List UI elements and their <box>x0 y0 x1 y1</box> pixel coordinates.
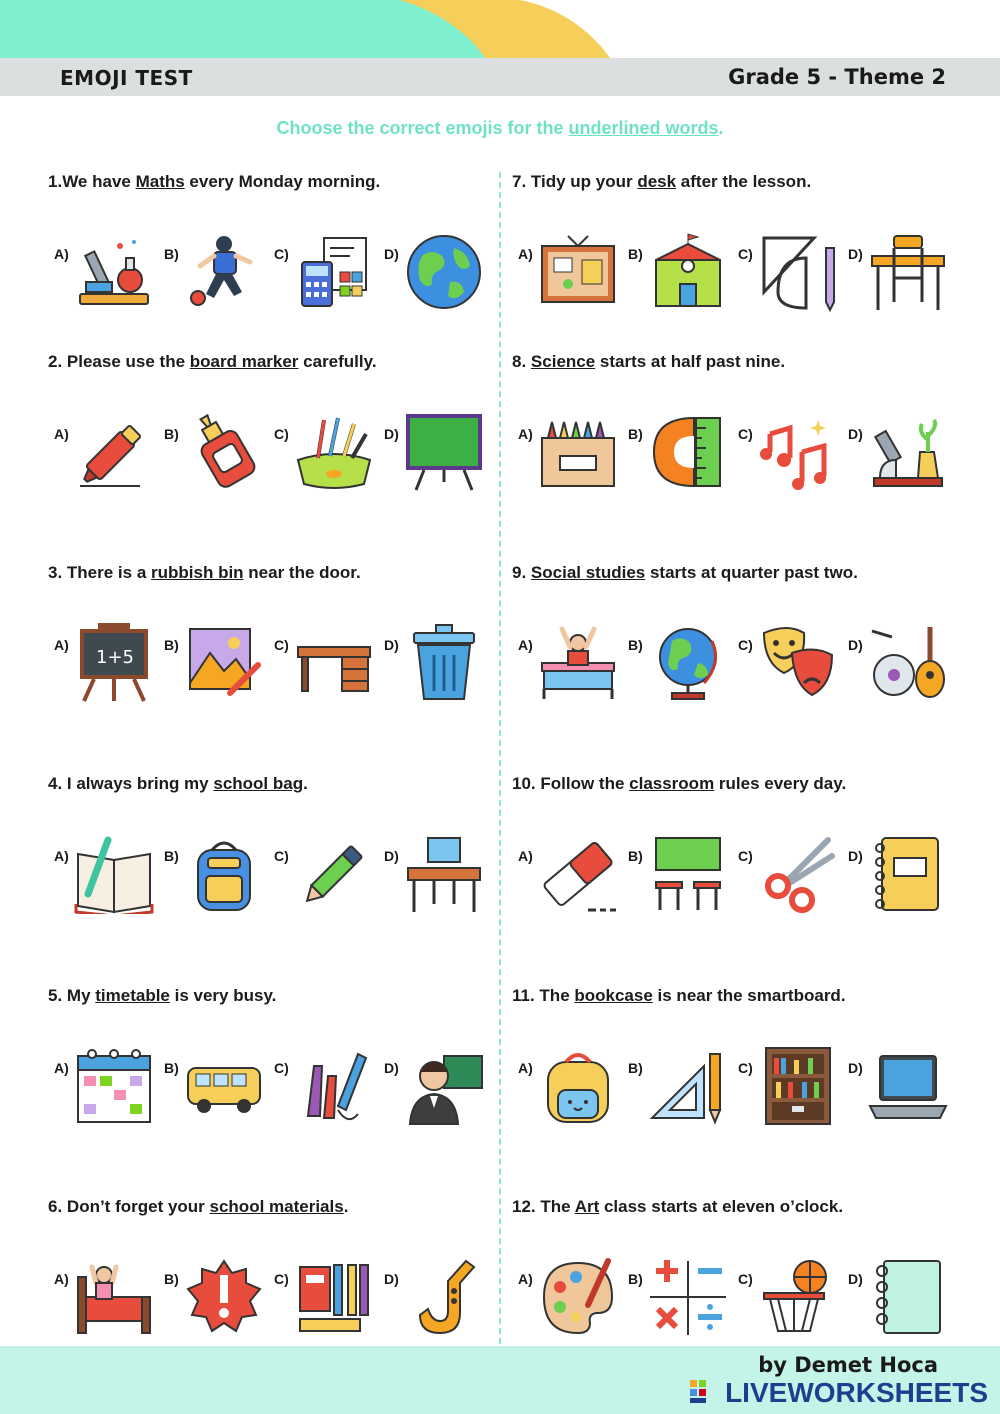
option-d[interactable] <box>384 1257 494 1347</box>
option-label: C) <box>738 426 753 442</box>
option-label: A) <box>518 848 533 864</box>
set-square-pencil-icon[interactable] <box>648 1046 728 1126</box>
option-label: B) <box>164 637 179 653</box>
question-after: starts at half past nine. <box>595 352 786 371</box>
answer-options <box>512 1046 952 1136</box>
option-c[interactable] <box>274 1046 384 1136</box>
instruction-end: . <box>718 118 724 138</box>
column-divider <box>499 172 501 1344</box>
option-c[interactable] <box>738 412 848 502</box>
question-number: 10. <box>512 774 536 793</box>
option-c[interactable] <box>738 623 848 713</box>
question-number: 12. <box>512 1197 536 1216</box>
paint-palette-icon[interactable] <box>538 1257 618 1337</box>
answer-options <box>48 834 488 924</box>
option-d[interactable] <box>384 232 494 322</box>
option-a[interactable] <box>518 412 628 502</box>
desk-chair-icon[interactable] <box>868 232 948 312</box>
question-4 <box>48 774 488 924</box>
option-b[interactable] <box>164 834 274 924</box>
option-a[interactable] <box>518 623 628 713</box>
option-b[interactable] <box>628 232 738 322</box>
option-c[interactable] <box>274 232 384 322</box>
answer-options <box>512 623 952 713</box>
bed-wake-up-icon[interactable] <box>74 1257 154 1337</box>
option-label: D) <box>384 426 399 442</box>
option-label: D) <box>848 426 863 442</box>
option-label: A) <box>518 1271 533 1287</box>
green-board-icon[interactable] <box>404 412 484 492</box>
crayons-icon[interactable] <box>294 1046 374 1126</box>
option-a[interactable] <box>518 834 628 924</box>
theater-masks-icon[interactable] <box>758 623 838 703</box>
classroom-desks-icon[interactable] <box>648 834 728 914</box>
school-supplies-icon[interactable] <box>294 1257 374 1337</box>
option-label: B) <box>628 637 643 653</box>
chalkboard-easel-icon[interactable] <box>74 623 154 703</box>
question-8 <box>512 352 952 502</box>
instruction-underlined: underlined words <box>568 118 719 138</box>
backpack-icon[interactable] <box>184 834 264 914</box>
question-after: carefully. <box>298 352 377 371</box>
option-label: A) <box>54 637 69 653</box>
option-label: C) <box>738 246 753 262</box>
bulletin-board-icon[interactable] <box>538 232 618 312</box>
question-underlined-word: Science <box>530 352 596 371</box>
question-text <box>48 352 488 372</box>
question-after: near the door. <box>243 563 361 582</box>
bookcase-icon[interactable] <box>758 1046 838 1126</box>
option-label: A) <box>54 848 69 864</box>
option-c[interactable] <box>738 834 848 924</box>
option-label: A) <box>54 1060 69 1076</box>
option-label: A) <box>54 1271 69 1287</box>
question-before: The <box>534 986 575 1005</box>
question-12 <box>512 1197 952 1347</box>
option-label: D) <box>384 1271 399 1287</box>
question-number: 11. <box>512 986 535 1005</box>
question-number: 4. <box>48 774 63 793</box>
option-b[interactable] <box>628 834 738 924</box>
question-text <box>48 1197 488 1217</box>
globe-earth-icon[interactable] <box>404 232 484 312</box>
option-d[interactable] <box>384 412 494 502</box>
answer-options <box>512 232 952 322</box>
option-b[interactable] <box>164 1046 274 1136</box>
option-label: C) <box>738 1060 753 1076</box>
option-b[interactable] <box>628 1257 738 1347</box>
option-b[interactable] <box>164 412 274 502</box>
question-number: 7. <box>512 172 527 191</box>
answer-options <box>48 232 488 322</box>
option-label: B) <box>164 1060 179 1076</box>
question-number: 2. <box>48 352 63 371</box>
option-label: C) <box>738 1271 753 1287</box>
pencil-holder-icon[interactable] <box>294 412 374 492</box>
option-label: A) <box>518 1060 533 1076</box>
cute-backpack-icon[interactable] <box>538 1046 618 1126</box>
option-d[interactable] <box>848 1257 958 1347</box>
question-text <box>512 1197 952 1217</box>
question-before: Tidy up your <box>526 172 638 191</box>
option-label: B) <box>164 1271 179 1287</box>
option-label: C) <box>738 848 753 864</box>
answer-options <box>512 412 952 502</box>
question-9 <box>512 563 952 713</box>
question-number: 9. <box>512 563 527 582</box>
ruler-protractor-icon[interactable] <box>758 232 838 312</box>
question-1 <box>48 172 488 322</box>
option-label: D) <box>848 1271 863 1287</box>
question-text <box>48 172 488 192</box>
question-2 <box>48 352 488 502</box>
question-after: . <box>303 774 308 793</box>
question-underlined-word: board marker <box>189 352 299 371</box>
answer-options <box>48 1046 488 1136</box>
question-number: 3. <box>48 563 63 582</box>
worksheet-title: EMOJI TEST <box>60 66 193 90</box>
painting-picture-icon[interactable] <box>184 623 264 703</box>
option-label: B) <box>628 426 643 442</box>
instruction-text: Choose the correct emojis for the <box>276 118 569 138</box>
option-label: C) <box>274 1060 289 1076</box>
question-number: 6. <box>48 1197 63 1216</box>
pencil-icon[interactable] <box>294 834 374 914</box>
question-after: class starts at eleven o’clock. <box>599 1197 844 1216</box>
calculator-math-icon[interactable] <box>294 232 374 312</box>
calendar-icon[interactable] <box>74 1046 154 1126</box>
school-building-icon[interactable] <box>648 232 728 312</box>
instruction <box>0 118 1000 139</box>
option-d[interactable] <box>848 623 958 713</box>
microscope-plant-icon[interactable] <box>868 412 948 492</box>
option-c[interactable] <box>738 1046 848 1136</box>
question-after: is near the smartboard. <box>652 986 846 1005</box>
option-label: B) <box>628 1271 643 1287</box>
option-c[interactable] <box>274 412 384 502</box>
question-6 <box>48 1197 488 1347</box>
option-label: D) <box>384 848 399 864</box>
question-before: Please use the <box>62 352 190 371</box>
option-c[interactable] <box>274 1257 384 1347</box>
question-text <box>512 352 952 372</box>
school-desk-icon[interactable] <box>404 834 484 914</box>
bed-stretch-icon[interactable] <box>538 623 618 703</box>
question-underlined-word: rubbish bin <box>151 563 244 582</box>
question-before: Don’t forget your <box>62 1197 210 1216</box>
option-b[interactable] <box>164 232 274 322</box>
option-label: B) <box>164 246 179 262</box>
option-b[interactable] <box>164 623 274 713</box>
question-underlined-word: school materials <box>209 1197 344 1216</box>
question-before: There is a <box>62 563 152 582</box>
teacher-icon[interactable] <box>404 1046 484 1126</box>
option-d[interactable] <box>848 834 958 924</box>
question-text <box>512 986 952 1006</box>
option-c[interactable] <box>738 232 848 322</box>
question-number: 1. <box>48 172 63 191</box>
highlighter-marker-icon[interactable] <box>74 412 154 492</box>
question-underlined-word: bookcase <box>574 986 653 1005</box>
option-a[interactable] <box>518 1257 628 1347</box>
option-c[interactable] <box>274 834 384 924</box>
option-a[interactable] <box>54 412 164 502</box>
answer-options <box>48 1257 488 1347</box>
notebook-pen-icon[interactable] <box>74 834 154 914</box>
protractor-ruler-icon[interactable] <box>648 412 728 492</box>
question-before: We have <box>62 172 136 191</box>
option-label: A) <box>518 637 533 653</box>
question-underlined-word: school bag <box>213 774 304 793</box>
question-underlined-word: Social studies <box>530 563 646 582</box>
answer-options <box>512 834 952 924</box>
trash-bin-icon[interactable] <box>404 623 484 703</box>
option-label: A) <box>54 246 69 262</box>
question-number: 8. <box>512 352 527 371</box>
question-underlined-word: Art <box>574 1197 600 1216</box>
option-d[interactable] <box>384 623 494 713</box>
option-label: A) <box>518 426 533 442</box>
question-text <box>512 172 952 192</box>
microscope-lab-icon[interactable] <box>74 232 154 312</box>
eraser-icon[interactable] <box>538 834 618 914</box>
question-3 <box>48 563 488 713</box>
yellow-notebook-icon[interactable] <box>868 834 948 914</box>
question-text <box>512 563 952 583</box>
option-label: B) <box>628 1060 643 1076</box>
crayon-box-icon[interactable] <box>538 412 618 492</box>
question-before: My <box>62 986 96 1005</box>
question-after: rules every day. <box>714 774 847 793</box>
question-underlined-word: timetable <box>95 986 170 1005</box>
music-notes-icon[interactable] <box>758 412 838 492</box>
basketball-hoop-icon[interactable] <box>758 1257 838 1337</box>
question-before: Follow the <box>535 774 630 793</box>
option-label: B) <box>628 848 643 864</box>
option-label: D) <box>384 246 399 262</box>
answer-options <box>512 1257 952 1347</box>
desk-globe-icon[interactable] <box>648 623 728 703</box>
question-text <box>48 774 488 794</box>
option-c[interactable] <box>274 623 384 713</box>
spiral-notebook-icon[interactable] <box>868 1257 948 1337</box>
option-a[interactable] <box>518 232 628 322</box>
question-text <box>48 563 488 583</box>
option-label: D) <box>848 848 863 864</box>
option-b[interactable] <box>164 1257 274 1347</box>
question-11 <box>512 986 952 1136</box>
option-a[interactable] <box>54 232 164 322</box>
top-decoration <box>0 0 1000 58</box>
question-after: . <box>343 1197 349 1216</box>
option-d[interactable] <box>848 412 958 502</box>
liveworksheets-logo-icon <box>690 1380 716 1404</box>
option-c[interactable] <box>738 1257 848 1347</box>
question-after: starts at quarter past two. <box>645 563 858 582</box>
svg-text:1+5: 1+5 <box>96 647 134 668</box>
laptop-icon[interactable] <box>868 1046 948 1126</box>
option-label: B) <box>164 426 179 442</box>
option-label: C) <box>274 426 289 442</box>
option-label: D) <box>848 1060 863 1076</box>
option-label: C) <box>274 848 289 864</box>
answer-options <box>48 623 488 713</box>
option-b[interactable] <box>628 412 738 502</box>
option-a[interactable] <box>518 1046 628 1136</box>
option-label: A) <box>54 426 69 442</box>
alert-badge-icon[interactable] <box>184 1257 264 1337</box>
option-b[interactable] <box>628 623 738 713</box>
author-credit: by Demet Hoca <box>758 1353 938 1377</box>
office-desk-icon[interactable] <box>294 623 374 703</box>
question-7 <box>512 172 952 322</box>
option-a[interactable] <box>54 1046 164 1136</box>
option-b[interactable] <box>628 1046 738 1136</box>
scissors-icon[interactable] <box>758 834 838 914</box>
option-label: C) <box>274 246 289 262</box>
liveworksheets-brand: LIVEWORKSHEETS <box>725 1377 988 1408</box>
option-label: C) <box>738 637 753 653</box>
question-text <box>512 774 952 794</box>
option-label: C) <box>274 637 289 653</box>
math-symbols-icon[interactable] <box>648 1257 728 1337</box>
question-underlined-word: desk <box>637 172 677 191</box>
school-bus-icon[interactable] <box>184 1046 264 1126</box>
question-number: 5. <box>48 986 63 1005</box>
option-a[interactable] <box>54 623 164 713</box>
question-after: is very busy. <box>169 986 277 1005</box>
option-d[interactable] <box>384 834 494 924</box>
question-5 <box>48 986 488 1136</box>
option-d[interactable] <box>848 1046 958 1136</box>
question-before: I always bring my <box>62 774 214 793</box>
option-a[interactable] <box>54 1257 164 1347</box>
option-d[interactable] <box>848 232 958 322</box>
option-label: D) <box>384 1060 399 1076</box>
option-label: D) <box>384 637 399 653</box>
question-text <box>48 986 488 1006</box>
option-label: B) <box>628 246 643 262</box>
question-after: every Monday morning. <box>184 172 381 191</box>
option-label: D) <box>848 246 863 262</box>
glue-bottle-icon[interactable] <box>184 412 264 492</box>
option-label: A) <box>518 246 533 262</box>
option-label: C) <box>274 1271 289 1287</box>
question-underlined-word: Maths <box>135 172 185 191</box>
question-after: after the lesson. <box>676 172 812 191</box>
option-label: B) <box>164 848 179 864</box>
saxophone-icon[interactable] <box>404 1257 484 1337</box>
grade-theme-label: Grade 5 - Theme 2 <box>728 65 946 89</box>
football-player-icon[interactable] <box>184 232 264 312</box>
question-10 <box>512 774 952 924</box>
option-a[interactable] <box>54 834 164 924</box>
option-d[interactable] <box>384 1046 494 1136</box>
answer-options <box>48 412 488 502</box>
question-before: The <box>535 1197 575 1216</box>
question-underlined-word: classroom <box>629 774 715 793</box>
music-instruments-icon[interactable] <box>868 623 948 703</box>
option-label: D) <box>848 637 863 653</box>
